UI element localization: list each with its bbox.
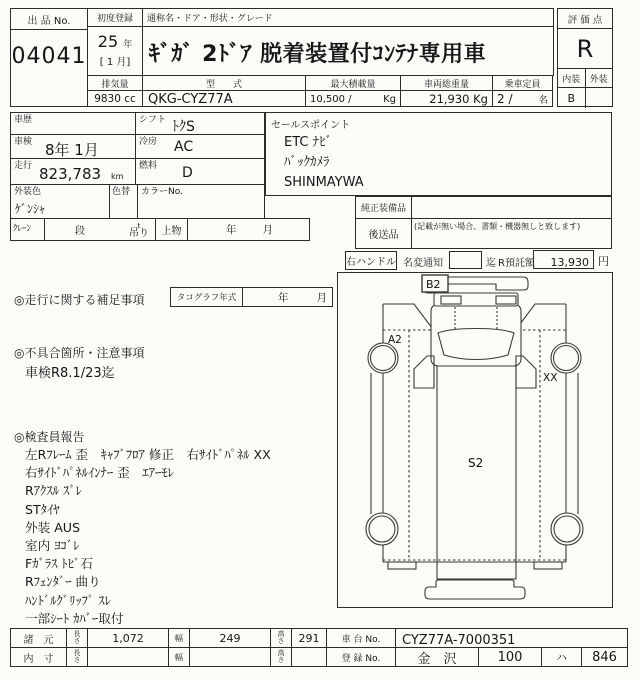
first-registration-cell <box>87 8 143 76</box>
registration-kana: ハ <box>556 651 567 664</box>
vehicle-title: ｷﾞｶﾞ 2ﾄﾞｱ 脱着装置付ｺﾝﾃﾅ専用車 <box>149 42 487 67</box>
tachograph-month-label: 月 <box>316 291 327 304</box>
chassis-label-cell <box>326 628 396 648</box>
uwamono-year-label: 年 <box>226 224 237 236</box>
inner-length-value-cell <box>87 647 169 667</box>
registration-area-cell <box>395 647 479 667</box>
chassis-value: CYZ77A-7000351 <box>402 633 516 648</box>
fuel-value: D <box>182 165 193 181</box>
inspector-report-heading: ◎検査員報告 <box>14 430 85 444</box>
gvw-value: 21,930 Kg <box>429 92 488 106</box>
sales-point-item: ETC ﾅﾋﾞ <box>284 135 333 150</box>
max-load-cell <box>305 75 401 107</box>
inspector-line: 外装 AUS <box>25 519 81 535</box>
history-cell <box>10 112 136 135</box>
genuine-equipment-label-cell <box>355 196 412 219</box>
diagram-label-a2: A2 <box>388 334 402 346</box>
ac-cell <box>135 134 265 159</box>
inspection-value: 8年 1月 <box>45 141 99 159</box>
recolor-cell <box>109 184 138 219</box>
shift-label: シフト <box>139 115 167 125</box>
inspector-line: 右ｻｲﾄﾞﾊﾟﾈﾙｲﾝﾅｰ 歪 ｴｱｰﾓﾚ <box>25 465 174 481</box>
grade-label: 評 価 点 <box>558 9 612 29</box>
gvw-label: 車両総重量 <box>401 76 492 91</box>
inspector-line: 左Rﾌﾚｰﾑ 歪 ｷｬﾌﾞﾌﾛｱ 修正 右ｻｲﾄﾞﾊﾟﾈﾙ XX <box>25 447 271 462</box>
crane-dan-label: 段 <box>75 226 85 237</box>
width-value-cell <box>189 628 271 648</box>
crane-spec-cell <box>44 218 156 241</box>
inspector-line: Rｱｸｽﾙ ｽﾞﾚ <box>25 483 82 499</box>
diagram-label-xx: XX <box>543 372 558 384</box>
diagram-label-s2: S2 <box>468 456 484 470</box>
registration-label-cell <box>326 647 396 667</box>
inspector-line: 一部ｼｰﾄ ｶﾊﾞｰ取付 <box>25 610 124 626</box>
mileage-note-heading: ◎走行に関する補足事項 <box>14 293 145 307</box>
height-value: 291 <box>298 631 320 645</box>
until-label: 迄 <box>486 258 496 269</box>
inner-dims-label-cell <box>10 647 67 667</box>
uwamono-value-cell <box>187 218 310 241</box>
chassis-value-cell <box>395 628 628 648</box>
name-change-value-box <box>449 251 482 269</box>
color-no-label: カラーNo. <box>141 187 183 197</box>
inspector-report-lines <box>25 446 337 628</box>
crane-t-label: t <box>137 221 141 230</box>
tachograph-year-label: 年 <box>278 291 289 304</box>
registration-class: 100 <box>497 649 523 665</box>
handle-badge <box>345 251 397 270</box>
lot-number-label: 出 品 No. <box>11 9 87 30</box>
ac-label: 冷房 <box>139 137 158 147</box>
vehicle-diagram-box <box>337 272 613 608</box>
registration-number: 846 <box>592 649 617 665</box>
crane-tsuri-label: 吊り <box>129 227 149 239</box>
inspector-line: Rﾌｪﾝﾀﾞｰ 曲り <box>25 574 101 590</box>
inspector-line: STﾀｲﾔ <box>25 501 60 517</box>
deposit-value-box <box>533 250 594 269</box>
tachograph-label: タコグラフ年式 <box>176 293 237 303</box>
defect-line: 車検R8.1/23迄 <box>25 366 115 381</box>
name-change-label: 名変通知 <box>403 258 443 269</box>
uwamono-label-cell <box>155 218 188 241</box>
deposit-label: R預託額 <box>498 258 535 269</box>
vehicle-diagram <box>338 273 612 607</box>
registration-class-cell <box>478 647 542 667</box>
registration-area: 金 沢 <box>417 651 457 667</box>
exterior-color-label: 外装色 <box>14 187 42 197</box>
mileage-label: 走行 <box>14 161 33 171</box>
grade-box <box>557 8 613 107</box>
width-value: 249 <box>219 631 241 645</box>
exterior-grade-label: 外装 <box>589 74 608 85</box>
mileage-cell <box>10 158 136 185</box>
sales-points-label: セールスポイント <box>271 120 351 131</box>
first-registration-month: [ 1 月] <box>99 57 131 68</box>
width-label-cell <box>168 628 190 648</box>
lot-number-value: 04041 <box>11 43 87 69</box>
deposit-value: 13,930 <box>550 256 589 269</box>
handle-label: 右ハンドル <box>346 257 396 268</box>
exterior-color-value: ｹﾞﾝｼｬ <box>15 202 46 216</box>
recolor-label: 色替 <box>112 187 131 197</box>
max-load-label: 最大積載量 <box>306 76 400 91</box>
consigned-items-label: 後送品 <box>368 230 399 241</box>
history-label: 車歴 <box>14 115 33 125</box>
diagram-label-b2: B2 <box>426 278 441 291</box>
inner-height-label-cell: 高 さ <box>270 647 292 667</box>
genuine-equipment-value-cell <box>411 196 612 219</box>
inner-width-label-cell: 幅 <box>168 647 190 667</box>
height-label-cell: 高 さ <box>270 628 292 648</box>
length-value: 1,072 <box>112 631 144 645</box>
model-code-value: QKG-CYZ77A <box>148 92 233 107</box>
consigned-items-note: (記載が無い場合、書類・機器無しと致します) <box>414 222 581 231</box>
inspector-line: ﾊﾝﾄﾞﾙｸﾞﾘｯﾌﾟ ｽﾚ <box>25 592 111 608</box>
tachograph-label-cell <box>170 287 243 307</box>
vehicle-name-header: 通称名・ドア・形状・グレード <box>143 9 553 27</box>
shift-value: ﾄｸS <box>172 119 195 135</box>
registration-kana-cell <box>541 647 582 667</box>
fuel-cell <box>135 158 265 185</box>
capacity-cell <box>492 75 553 107</box>
consigned-items-label-cell <box>355 218 412 249</box>
inspector-line: Fｶﾞﾗｽ ﾄﾋﾞ石 <box>25 556 93 572</box>
first-registration-year: 25 <box>97 32 119 51</box>
inner-length-label-cell: 長 さ <box>66 647 88 667</box>
max-load-value: 10,500 / <box>310 93 352 105</box>
chassis-label: 車 台 No. <box>341 634 381 645</box>
vehicle-name-cell <box>142 8 554 76</box>
exterior-color-cell <box>10 184 110 219</box>
ac-value: AC <box>174 139 194 155</box>
height-value-cell <box>291 628 327 648</box>
tachograph-value-cell <box>242 287 333 307</box>
dimensions-label: 諸 元 <box>23 634 54 646</box>
displacement-cell <box>87 75 143 107</box>
lot-number-box <box>10 8 88 107</box>
defect-heading: ◎不具合箇所・注意事項 <box>14 346 145 360</box>
consigned-items-note-cell <box>411 218 612 249</box>
mileage-value: 823,783 <box>39 165 102 183</box>
deposit-unit: 円 <box>598 255 609 268</box>
model-code-label: 型 式 <box>143 76 305 91</box>
uwamono-month-label: 月 <box>262 224 273 236</box>
first-registration-label: 初度登録 <box>88 9 142 27</box>
displacement-label: 排気量 <box>88 76 142 91</box>
capacity-unit: 名 <box>538 95 548 106</box>
crane-label-cell <box>10 218 45 241</box>
first-registration-year-unit: 年 <box>123 40 133 50</box>
inner-dims-label: 内 寸 <box>23 653 54 665</box>
inspector-line: 室内 ﾖｺﾞﾚ <box>25 538 80 554</box>
gvw-cell <box>400 75 493 107</box>
dimensions-label-cell <box>10 628 67 648</box>
exterior-grade-value <box>586 88 613 108</box>
inner-height-value-cell <box>291 647 327 667</box>
displacement-value: 9830 cc <box>94 93 136 105</box>
sales-point-item: SHINMAYWA <box>284 175 364 190</box>
inspection-label: 車検 <box>14 137 33 147</box>
crane-label: ｸﾚｰﾝ <box>13 224 32 234</box>
model-code-cell <box>142 75 306 107</box>
interior-grade-label: 内装 <box>558 69 586 87</box>
interior-grade-value: B <box>558 88 586 108</box>
uwamono-label: 上物 <box>161 226 182 237</box>
length-value-cell <box>87 628 169 648</box>
genuine-equipment-label: 純正装備品 <box>360 204 406 214</box>
sales-points-box <box>265 112 612 196</box>
inspection-cell <box>10 134 136 159</box>
inner-width-value-cell <box>189 647 271 667</box>
fuel-label: 燃料 <box>139 161 158 171</box>
shift-cell <box>135 112 265 135</box>
max-load-unit: Kg <box>383 93 396 105</box>
registration-number-cell <box>581 647 628 667</box>
width-label: 幅 <box>175 633 183 643</box>
mileage-unit: km <box>111 172 124 181</box>
color-no-cell <box>137 184 265 219</box>
capacity-label: 乗車定員 <box>493 76 552 91</box>
length-label-cell: 長 さ <box>66 628 88 648</box>
registration-label: 登 録 No. <box>341 653 381 664</box>
sales-point-item: ﾊﾞｯｸｶﾒﾗ <box>284 155 330 170</box>
grade-value: R <box>558 29 612 69</box>
capacity-value: 2 / <box>497 92 513 106</box>
